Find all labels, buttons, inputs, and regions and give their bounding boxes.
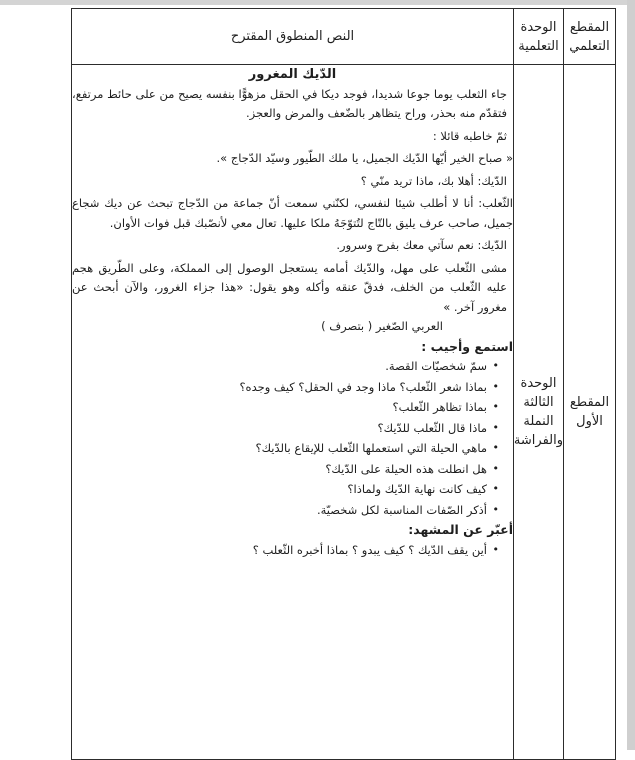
story-source: العربي الصّغير ( بتصرف )	[321, 319, 443, 333]
story-paragraph: ثمّ خاطبه قائلا :	[432, 128, 507, 143]
story-paragraph: « صباح الخير أيّها الدّيك الجميل، يا ملك الطّيور وسيّد الدّجاج ».	[216, 151, 513, 165]
content-row	[72, 65, 616, 760]
unit-header: الوحدة التعلمية	[514, 9, 564, 65]
question-item: • ماذا قال الثّعلب للدّيك؟	[72, 418, 499, 439]
header-row	[72, 9, 616, 65]
question-item: • بماذا شعر الثّعلب؟ ماذا وجد في الحقل؟ كيف وجده؟	[72, 377, 499, 398]
question-item: • كيف كانت نهاية الدّيك ولماذا؟	[72, 479, 499, 500]
top-border	[0, 0, 635, 5]
question-item: • ماهي الحيلة التي استعملها الثّعلب للإيقاع بالدّيك؟	[72, 438, 499, 459]
express-questions	[72, 540, 513, 561]
story-title: الدّيك المغرور	[248, 67, 337, 82]
question-item: • بماذا تظاهر الثّعلب؟	[72, 397, 499, 418]
segment-name: المقطع الأول	[569, 395, 610, 429]
story-paragraph: الدّيك: أهلا بك، ماذا تريد منّي ؟	[360, 173, 507, 188]
segment-header: المقطع التعلمي	[564, 9, 616, 65]
text-cell	[72, 65, 514, 760]
express-title: أعبّر عن المشهد:	[408, 522, 513, 537]
story-paragraph: مشى الثّعلب على مهل، والدّيك أمامه يستعجل الوصول إلى المملكة، وعلى الطّريق هجم عليه الثّعلب من الخلف، فدقّ عنقه وأكله وهو يقول: «هذا جزاء الغرور، والآن أبحث عن مغرور آخر. »	[72, 260, 507, 314]
lesson-table	[71, 8, 616, 760]
text-header: النص المنطوق المقترح	[72, 9, 514, 65]
story-paragraph: جاء الثعلب يوما جوعا شديدا، فوجد ديكا في الحقل مزهوًّا بنفسه يصيح من على حائط مرتفع، فتقدّم منه بحذر، وراح يتظاهر بالضّعف والمرض والعجز.	[72, 86, 507, 120]
story-paragraph: الثّعلب: أنا لا أطلب شيئا لنفسي، لكنّني سمعت أنّ جماعة من الدّجاج تبحث عن ديك شجاع جميل، صاحب عرف يليق بالتّاج لتُتوّجَهُ ملكا عليها. تعال معي لأنصّبك قبل فوات الأوان.	[72, 196, 513, 230]
unit-name: الوحدة الثالثة النملة والفراشة	[513, 376, 563, 448]
question-item: • أين يقف الدّيك ؟ كيف يبدو ؟ بماذا أخبره الثّعلب ؟	[72, 540, 499, 561]
unit-cell	[514, 65, 564, 760]
listen-title: استمع وأجيب :	[421, 338, 513, 354]
listen-questions	[72, 356, 513, 520]
story-paragraph: الدّيك: نعم سآتي معك بفرح وسرور.	[336, 238, 507, 252]
segment-cell	[564, 65, 616, 760]
right-edge	[627, 0, 635, 750]
question-item: • أذكر الصّفات المناسبة لكل شخصيّة.	[72, 500, 499, 521]
question-item: • سمّ شخصيّات القصة.	[72, 356, 499, 377]
question-item: • هل انطلت هذه الحيلة على الدّيك؟	[72, 459, 499, 480]
